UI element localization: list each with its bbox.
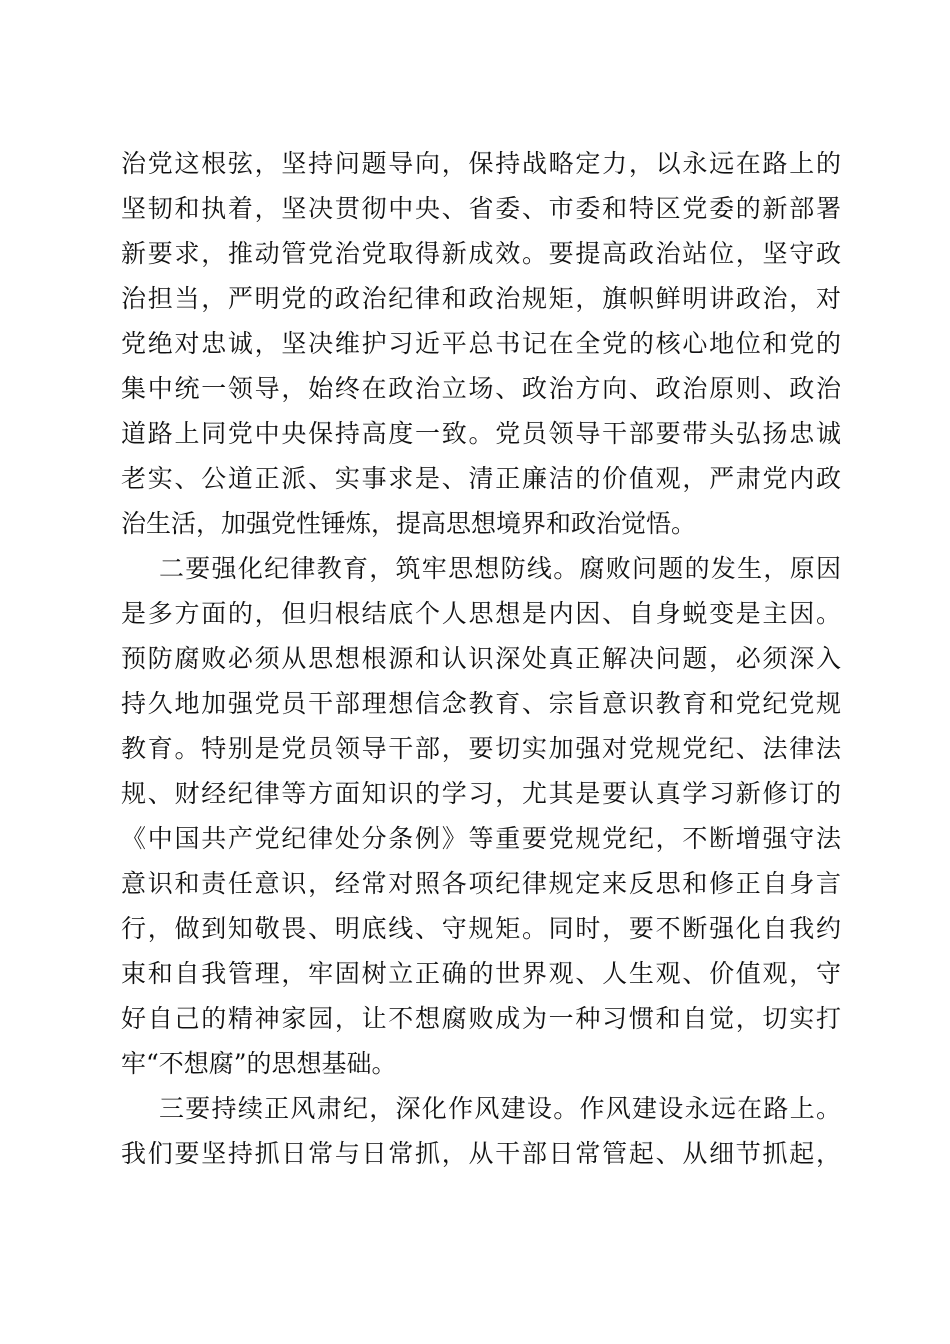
text-line: 是多方面的，但归根结底个人思想是内因、自身蜕变是主因。 (121, 599, 841, 628)
text-line: 老实、公道正派、实事求是、清正廉洁的价值观，严肃党内政 (121, 464, 841, 493)
text-line: 预防腐败必须从思想根源和认识深处真正解决问题，必须深入 (121, 644, 841, 673)
text-line: 党绝对忠诚，坚决维护习近平总书记在全党的核心地位和党的 (121, 329, 841, 358)
text-line: 治党这根弦，坚持问题导向，保持战略定力，以永远在路上的 (121, 149, 841, 178)
text-line: 意识和责任意识，经常对照各项纪律规定来反思和修正自身言 (121, 869, 841, 898)
paragraph-start-line: 三要持续正风肃纪，深化作风建设。作风建设永远在路上。 (159, 1094, 841, 1123)
text-line: 治生活，加强党性锤炼，提高思想境界和政治觉悟。 (121, 509, 697, 538)
text-line: 持久地加强党员干部理想信念教育、宗旨意识教育和党纪党规 (121, 689, 841, 718)
text-line: 教育。特别是党员领导干部，要切实加强对党规党纪、法律法 (121, 734, 841, 763)
text-line: 牢“不想腐”的思想基础。 (121, 1049, 397, 1078)
text-line: 坚韧和执着，坚决贯彻中央、省委、市委和特区党委的新部署 (121, 194, 841, 223)
text-line: 《中国共产党纪律处分条例》等重要党规党纪，不断增强守法 (121, 824, 841, 853)
text-line: 新要求，推动管党治党取得新成效。要提高政治站位，坚守政 (121, 239, 841, 268)
text-line: 好自己的精神家园，让不想腐败成为一种习惯和自觉，切实打 (121, 1004, 841, 1033)
text-line: 集中统一领导，始终在政治立场、政治方向、政治原则、政治 (121, 374, 841, 403)
text-line: 束和自我管理，牢固树立正确的世界观、人生观、价值观，守 (121, 959, 841, 988)
body-text (121, 141, 841, 1176)
text-line: 行，做到知敬畏、明底线、守规矩。同时，要不断强化自我约 (121, 914, 841, 943)
text-line: 治担当，严明党的政治纪律和政治规矩，旗帜鲜明讲政治，对 (121, 284, 841, 313)
paragraph-start-line: 二要强化纪律教育，筑牢思想防线。腐败问题的发生，原因 (159, 554, 841, 583)
text-line: 我们要坚持抓日常与日常抓，从干部日常管起、从细节抓起， (121, 1139, 841, 1168)
text-line: 规、财经纪律等方面知识的学习，尤其是要认真学习新修订的 (121, 779, 841, 808)
text-line: 道路上同党中央保持高度一致。党员领导干部要带头弘扬忠诚 (121, 419, 841, 448)
